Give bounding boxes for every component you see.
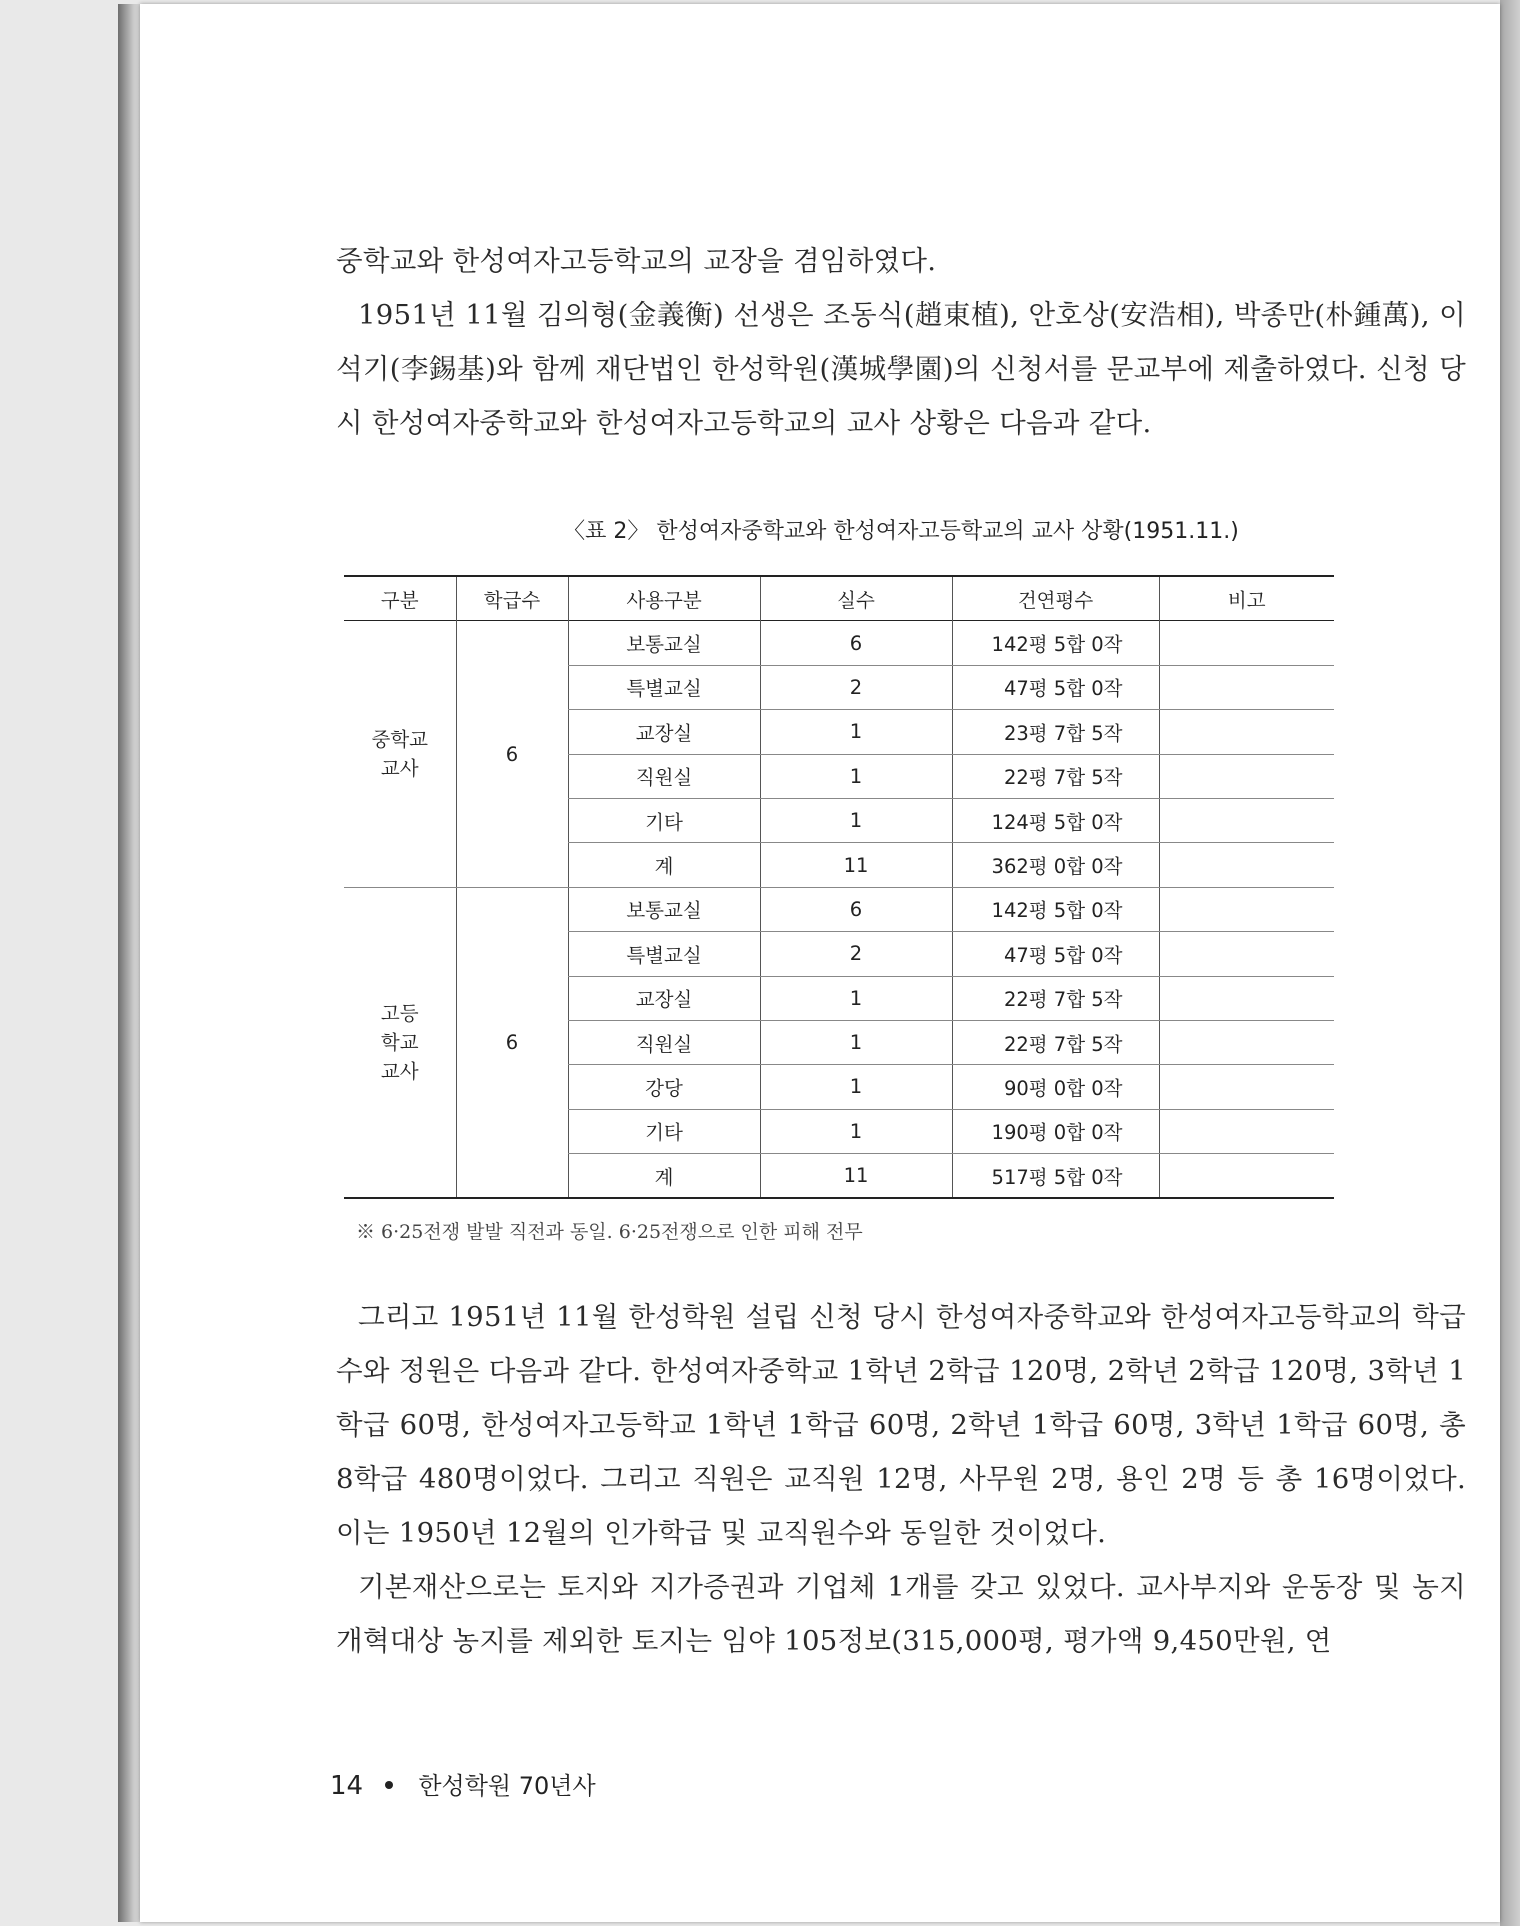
cell-rooms: 1 <box>760 754 952 798</box>
cell-rooms: 11 <box>760 843 952 887</box>
cell-area: 22평 7합 5작 <box>952 1020 1159 1064</box>
cell-usage: 특별교실 <box>568 665 760 709</box>
cell-rooms: 6 <box>760 887 952 931</box>
cell-area: 142평 5합 0작 <box>952 887 1159 931</box>
high-school-group <box>344 887 1334 1198</box>
table-header-row <box>344 576 1334 621</box>
cell-rooms: 1 <box>760 976 952 1020</box>
header-rooms: 실수 <box>760 576 952 621</box>
cell-usage: 특별교실 <box>568 932 760 976</box>
cell-area: 90평 0합 0작 <box>952 1065 1159 1109</box>
cell-note <box>1159 754 1334 798</box>
cell-usage: 기타 <box>568 798 760 842</box>
cell-rooms: 1 <box>760 1065 952 1109</box>
header-usage: 사용구분 <box>568 576 760 621</box>
cell-note <box>1159 1109 1334 1153</box>
cell-area: 142평 5합 0작 <box>952 621 1159 665</box>
cell-note <box>1159 1020 1334 1064</box>
cell-note <box>1159 665 1334 709</box>
table-row <box>344 621 1334 665</box>
cell-rooms: 1 <box>760 798 952 842</box>
cell-note <box>1159 710 1334 754</box>
paragraph-3: 그리고 1951년 11월 한성학원 설립 신청 당시 한성여자중학교와 한성여자고등학교의 학급수와 정원은 다음과 같다. 한성여자중학교 1학년 2학급 120명, 2학년 2학급 120명, 3학년 1학급 60명, 한성여자고등학교 1학년 1학급 60명, 2학년 1학급 60명, 3학년 1학급 60명, 총 8학급 480명이었다. 그리고 직원은 교직원 12명, 사무원 2명, 용인 2명 등 총 16명이었다. 이는 1950년 12월의 인가학급 및 교직원수와 동일한 것이었다. <box>336 1301 1466 1550</box>
group-label-line: 고등 <box>380 1002 419 1026</box>
cell-rooms: 11 <box>760 1154 952 1199</box>
cell-usage: 보통교실 <box>568 887 760 931</box>
cell-note <box>1159 887 1334 931</box>
paragraph-4: 기본재산으로는 토지와 지가증권과 기업체 1개를 갖고 있었다. 교사부지와 운동장 및 농지개혁대상 농지를 제외한 토지는 임야 105정보(315,000평, 평가액 9,450만원, 연 <box>336 1571 1466 1658</box>
bullet-icon <box>385 1781 393 1789</box>
class-count: 6 <box>456 621 568 887</box>
cell-area: 362평 0합 0작 <box>952 843 1159 887</box>
cell-area: 124평 5합 0작 <box>952 798 1159 842</box>
cell-note <box>1159 1154 1334 1199</box>
cell-usage: 강당 <box>568 1065 760 1109</box>
cell-area: 22평 7합 5작 <box>952 976 1159 1020</box>
cell-rooms: 2 <box>760 932 952 976</box>
header-area: 건연평수 <box>952 576 1159 621</box>
group-label-line: 교사 <box>380 1060 419 1084</box>
cell-note <box>1159 843 1334 887</box>
book-page <box>140 4 1500 1922</box>
group-label-line: 학교 <box>380 1031 419 1055</box>
table-footnote: ※ 6·25전쟁 발발 직전과 동일. 6·25전쟁으로 인한 피해 전무 <box>356 1221 863 1244</box>
table-row <box>344 887 1334 931</box>
page-number: 14 <box>330 1771 364 1801</box>
cell-usage: 계 <box>568 843 760 887</box>
middle-school-group <box>344 621 1334 887</box>
header-note: 비고 <box>1159 576 1334 621</box>
page-footer <box>330 1766 596 1801</box>
cell-note <box>1159 1065 1334 1109</box>
cell-area: 517평 5합 0작 <box>952 1154 1159 1199</box>
group-label <box>344 621 456 887</box>
page-shadow <box>1500 0 1520 1926</box>
paragraph-2: 1951년 11월 김의형(金義衡) 선생은 조동식(趙東植), 안호상(安浩相), 박종만(朴鍾萬), 이석기(李錫基)와 함께 재단법인 한성학원(漢城學園)의 신청서를 문교부에 제출하였다. 신청 당시 한성여자중학교와 한성여자고등학교의 교사 상황은 다음과 같다. <box>336 299 1466 439</box>
cell-usage: 직원실 <box>568 1020 760 1064</box>
cell-usage: 직원실 <box>568 754 760 798</box>
cell-note <box>1159 976 1334 1020</box>
header-category: 구분 <box>380 588 419 612</box>
cell-rooms: 2 <box>760 665 952 709</box>
cell-area: 23평 7합 5작 <box>952 710 1159 754</box>
cell-rooms: 1 <box>760 1020 952 1064</box>
bottom-text <box>336 1290 1466 1668</box>
cell-rooms: 1 <box>760 710 952 754</box>
cell-area: 22평 7합 5작 <box>952 754 1159 798</box>
group-label-line: 중학교 <box>371 728 428 752</box>
table-caption: 〈표 2〉 한성여자중학교와 한성여자고등학교의 교사 상황(1951.11.) <box>563 519 1239 544</box>
cell-note <box>1159 932 1334 976</box>
cell-usage: 보통교실 <box>568 621 760 665</box>
cell-usage: 교장실 <box>568 710 760 754</box>
header-classes: 학급수 <box>456 576 568 621</box>
cell-rooms: 1 <box>760 1109 952 1153</box>
cell-rooms: 6 <box>760 621 952 665</box>
book-title: 한성학원 70년사 <box>418 1772 596 1800</box>
cell-area: 47평 5합 0작 <box>952 932 1159 976</box>
cell-area: 190평 0합 0작 <box>952 1109 1159 1153</box>
group-label-line: 교사 <box>380 757 419 781</box>
book-edge <box>118 4 140 1922</box>
cell-note <box>1159 621 1334 665</box>
cell-usage: 교장실 <box>568 976 760 1020</box>
page-content <box>336 234 1466 1668</box>
paragraph-1: 중학교와 한성여자고등학교의 교장을 겸임하였다. <box>336 245 937 277</box>
cell-usage: 계 <box>568 1154 760 1199</box>
group-label <box>344 887 456 1198</box>
cell-usage: 기타 <box>568 1109 760 1153</box>
cell-area: 47평 5합 0작 <box>952 665 1159 709</box>
classroom-table <box>344 575 1334 1199</box>
cell-note <box>1159 798 1334 842</box>
class-count: 6 <box>456 887 568 1198</box>
